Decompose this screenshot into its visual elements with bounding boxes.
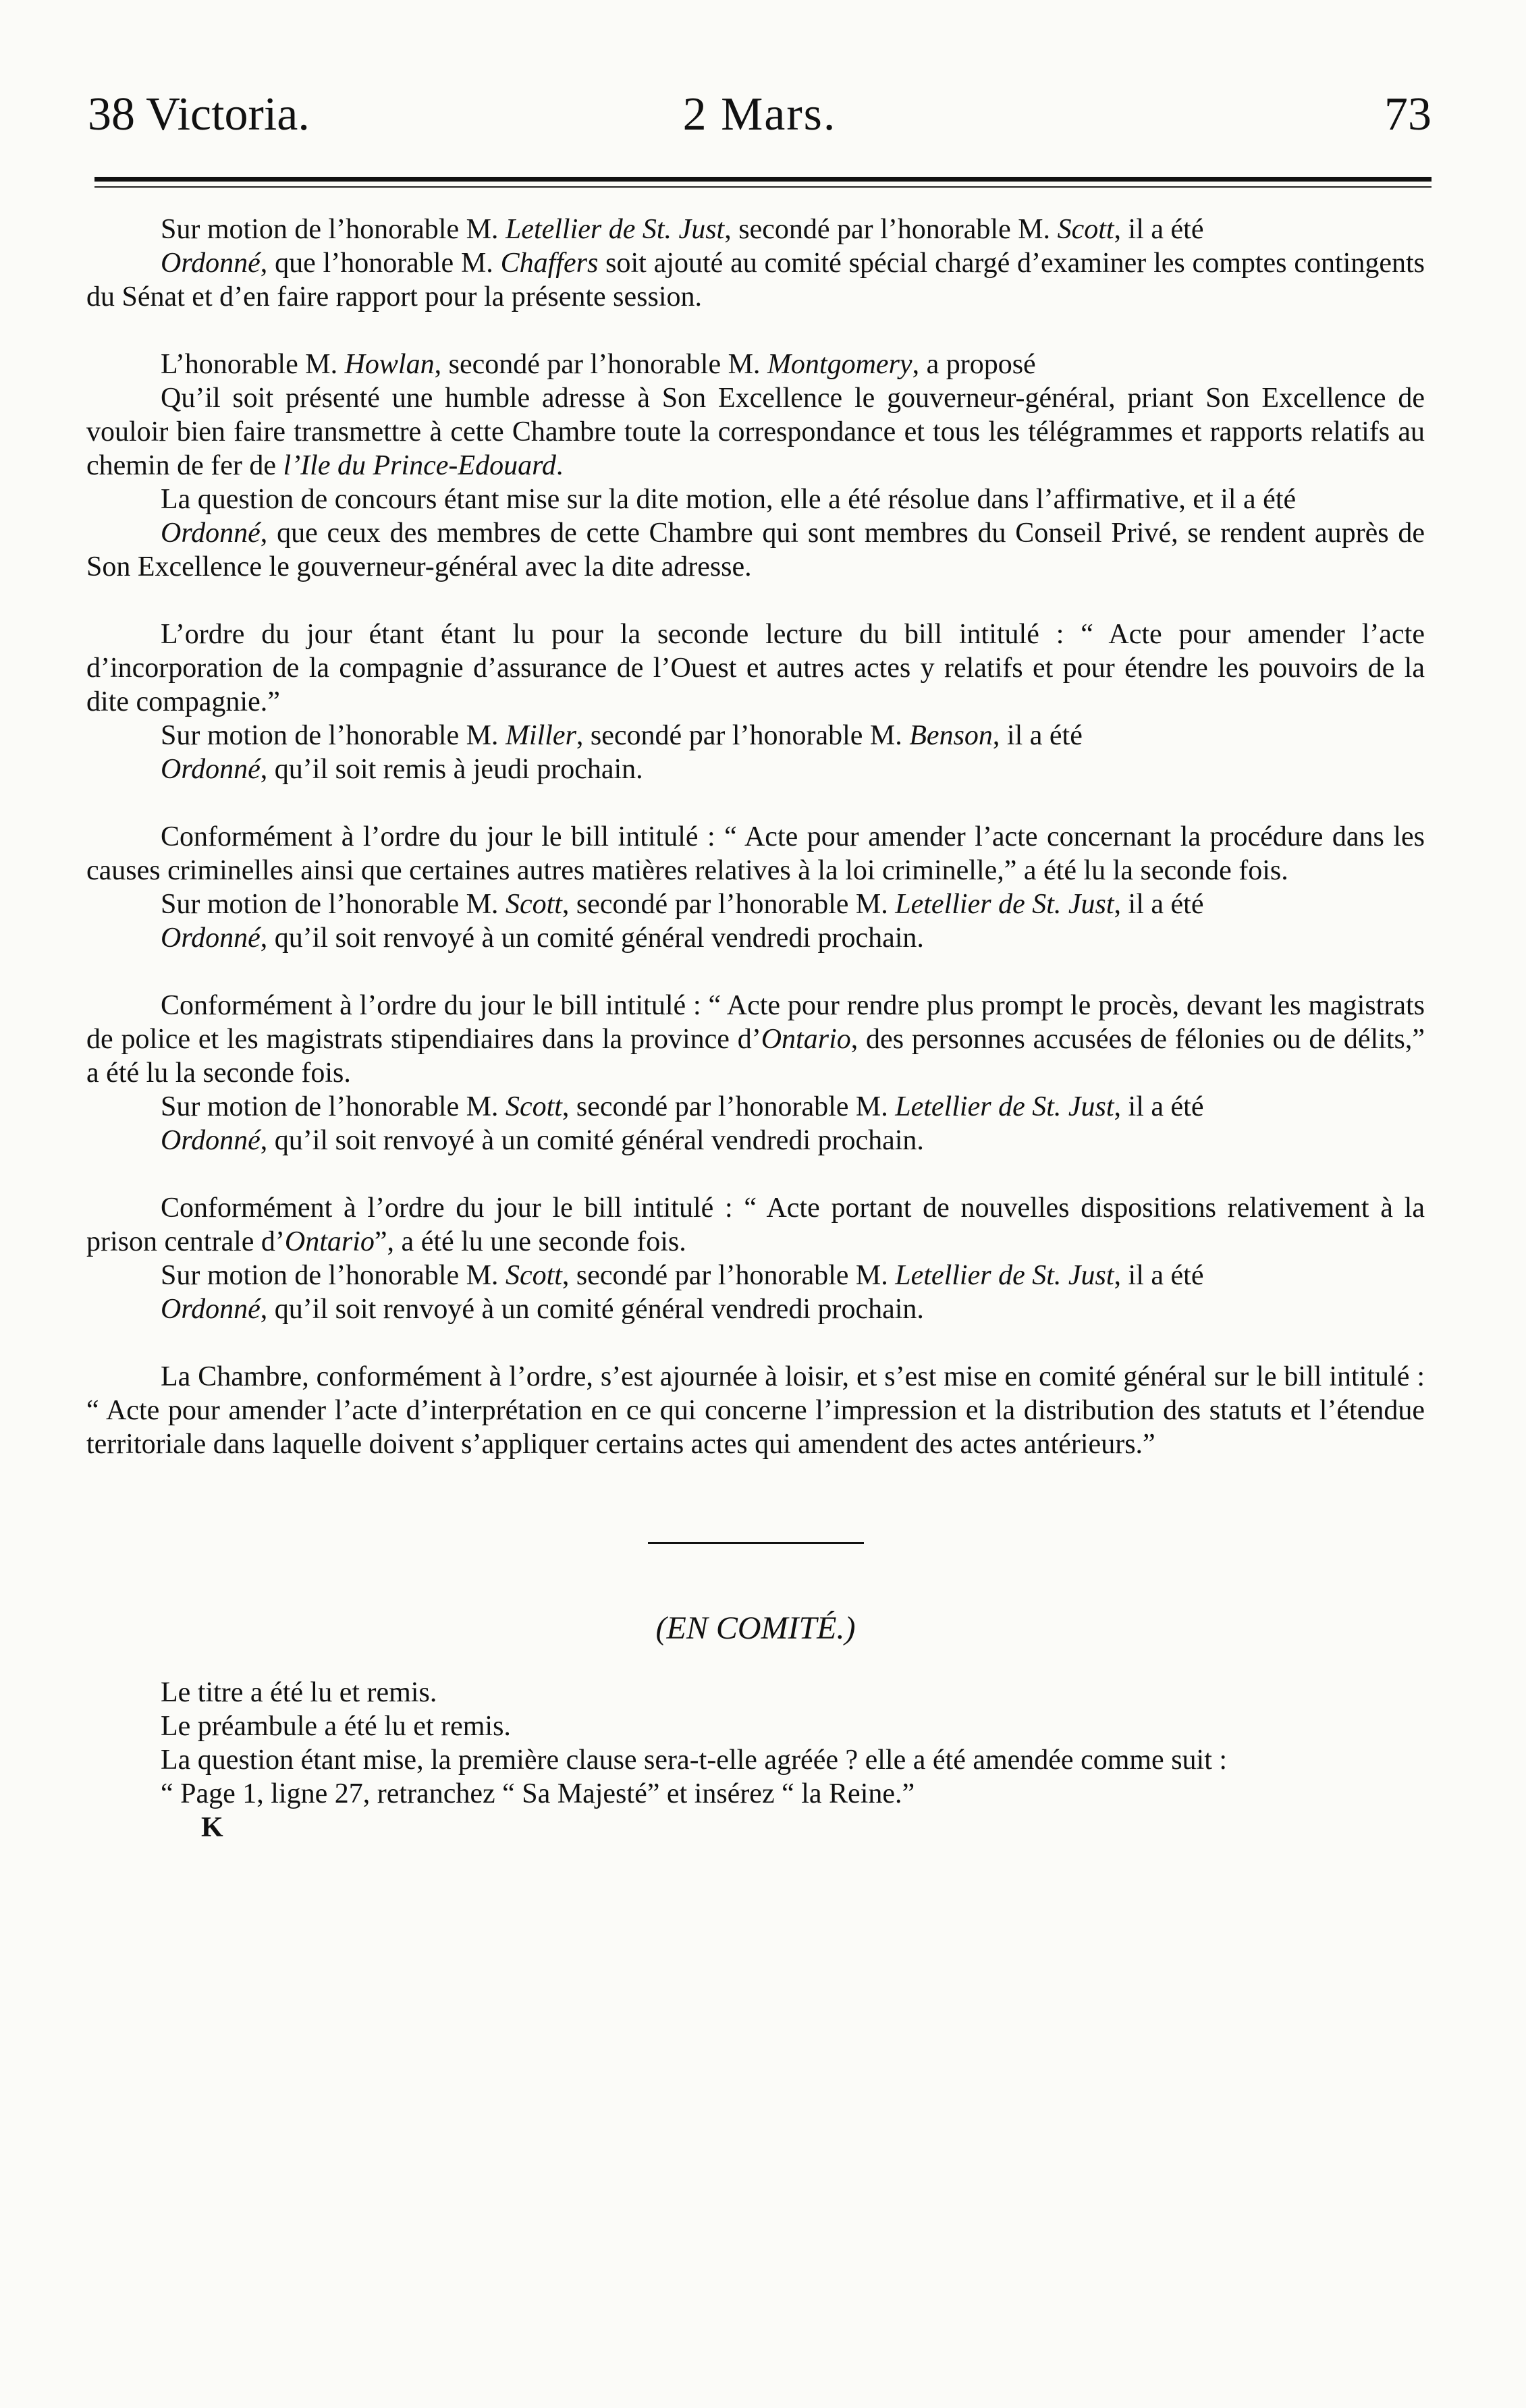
page-number: 73 [1384, 88, 1432, 140]
ordonne-italic: Ordonné [161, 754, 261, 785]
text: , qu’il soit renvoyé à un comité général vendredi prochain. [260, 923, 924, 954]
name-italic: Letellier de St. Just [505, 214, 725, 245]
text: L’honorable M. [161, 349, 345, 380]
name-italic: Howlan [344, 349, 435, 380]
text: Conformément à l’ordre du jour le bill intitulé : “ Acte pour rendre plus prompt le procès, devant les magistrats de police et les magistrats stipendiaires dans la province d’ [86, 990, 1425, 1055]
address-paragraph [86, 381, 1425, 483]
order-paragraph [86, 1292, 1425, 1326]
text: , qu’il soit renvoyé à un comité général vendredi prochain. [260, 1294, 924, 1325]
text: , des personnes accusées de félonies ou de délits,” a été lu la seconde fois. [86, 1024, 1425, 1089]
text: Sur motion de l’honorable M. [161, 214, 506, 245]
text: , secondé par l’honorable M. [576, 720, 910, 751]
bill-paragraph [86, 1191, 1425, 1259]
order-paragraph [86, 752, 1425, 786]
paragraph-gap [86, 955, 1425, 989]
text: Conformément à l’ordre du jour le bill intitulé : “ Acte portant de nouvelles dispositions relativement à la prison centrale d’ [86, 1193, 1425, 1257]
committee-line: Le préambule a été lu et remis. [161, 1711, 511, 1742]
text: , il a été [1114, 214, 1204, 245]
text: Sur motion de l’honorable M. [161, 1260, 506, 1291]
page-header [88, 74, 1432, 155]
question-paragraph: La question de concours étant mise sur la dite motion, elle a été résolue dans l’affirmative, et il a été [161, 484, 1297, 515]
document-body [86, 213, 1425, 1844]
text: , il a été [992, 720, 1083, 751]
amendment-line: “ Page 1, ligne 27, retranchez “ Sa Majesté” et insérez “ la Reine.” [161, 1778, 915, 1809]
committee-paragraph: La Chambre, conformément à l’ordre, s’est ajournée à loisir, et s’est mise en comité général sur le bill intitulé : “ Acte pour amender l’acte d’interprétation en ce qui concerne l’impression et la distribution des statuts et l’étendue territoriale dans laquelle doivent s’appliquer certains actes qui amendent des actes antérieurs.” [86, 1361, 1425, 1460]
name-italic: Chaffers [500, 248, 599, 279]
paragraph-gap [86, 786, 1425, 820]
committee-line: La question étant mise, la première clause sera-t-elle agréée ? elle a été amendée comme suit : [161, 1745, 1228, 1776]
motion-paragraph [86, 1259, 1425, 1292]
motion-paragraph [86, 1090, 1425, 1124]
bill-paragraph [86, 989, 1425, 1090]
motion-paragraph [86, 887, 1425, 921]
text: , qu’il soit remis à jeudi prochain. [260, 754, 643, 785]
text: , a proposé [912, 349, 1036, 380]
ordonne-italic: Ordonné [161, 1294, 261, 1325]
paragraph-gap [86, 1157, 1425, 1191]
committee-line: Le titre a été lu et remis. [161, 1677, 437, 1708]
text: , qu’il soit renvoyé à un comité général vendredi prochain. [260, 1125, 924, 1156]
section-gap [86, 1645, 1425, 1676]
motion-paragraph [86, 719, 1425, 752]
ordonne-italic: Ordonné [161, 1125, 261, 1156]
header-rule-thin [94, 186, 1432, 188]
text: , secondé par l’honorable M. [724, 214, 1058, 245]
text: , secondé par l’honorable M. [562, 889, 896, 920]
ordonne-italic: Ordonné [161, 518, 261, 549]
place-italic: Ontario [284, 1226, 375, 1257]
ordonne-italic: Ordonné [161, 923, 261, 954]
order-paragraph [86, 516, 1425, 584]
text: soit ajouté au comité spécial chargé d’examiner les comptes contingents du Sénat et d’en faire rapport pour la présente session. [86, 248, 1425, 312]
section-gap [86, 1461, 1425, 1542]
motion-paragraph [86, 213, 1425, 246]
motion-paragraph [86, 348, 1425, 381]
text: , secondé par l’honorable M. [562, 1091, 896, 1122]
order-paragraph [86, 1124, 1425, 1157]
header-session: 38 Victoria. [88, 88, 310, 140]
paragraph-gap [86, 1326, 1425, 1360]
name-italic: Scott [505, 1091, 562, 1122]
bill-paragraph: Conformément à l’ordre du jour le bill intitulé : “ Acte pour amender l’acte concernant la procédure dans les causes criminelles ainsi que certaines autres matières relatives à la loi criminelle,” a été lu la seconde fois. [86, 821, 1425, 886]
text: , il a été [1114, 889, 1204, 920]
name-italic: Scott [505, 889, 562, 920]
name-italic: Scott [1057, 214, 1114, 245]
name-italic: Letellier de St. Just [895, 889, 1114, 920]
text: Qu’il soit présenté une humble adresse à Son Excellence le gouverneur-général, priant Son Excellence de vouloir bien faire transmettre à cette Chambre toute la correspondance et tous les télégrammes et rapports relatifs au chemin de fer de [86, 383, 1425, 481]
text: ”, a été lu une seconde fois. [374, 1226, 686, 1257]
name-italic: Letellier de St. Just [895, 1260, 1114, 1291]
text: , que ceux des membres de cette Chambre qui sont membres du Conseil Privé, se rendent auprès de Son Excellence le gouverneur-général avec la dite adresse. [86, 518, 1425, 582]
header-date: 2 Mars. [682, 88, 837, 140]
name-italic: Montgomery [767, 349, 912, 380]
text: , secondé par l’honorable M. [434, 349, 767, 380]
ordonne-italic: Ordonné [161, 248, 261, 279]
paragraph-gap [86, 584, 1425, 618]
text: Sur motion de l’honorable M. [161, 1091, 506, 1122]
order-paragraph [86, 921, 1425, 955]
paragraph-gap [86, 314, 1425, 348]
order-paragraph [86, 246, 1425, 314]
name-italic: Letellier de St. Just [895, 1091, 1114, 1122]
text: . [555, 450, 564, 481]
name-italic: Miller [505, 720, 576, 751]
signature-mark: K [201, 1812, 223, 1843]
text: , secondé par l’honorable M. [562, 1260, 896, 1291]
text: , il a été [1114, 1091, 1204, 1122]
place-italic: Ontario [761, 1024, 851, 1055]
text: , il a été [1114, 1260, 1204, 1291]
section-gap [86, 1544, 1425, 1612]
name-italic: Benson [909, 720, 993, 751]
place-italic: l’Ile du Prince-Edouard [283, 450, 556, 481]
text: Sur motion de l’honorable M. [161, 720, 506, 751]
name-italic: Scott [505, 1260, 562, 1291]
bill-paragraph: L’ordre du jour étant étant lu pour la seconde lecture du bill intitulé : “ Acte pour amender l’acte d’incorporation de la compagnie d’assurance de l’Ouest et autres actes y relatifs et pour étendre les pouvoirs de la dite compagnie.” [86, 619, 1425, 717]
committee-heading: (EN COMITÉ.) [655, 1610, 856, 1646]
text: Sur motion de l’honorable M. [161, 889, 506, 920]
header-rule-thick [94, 177, 1432, 182]
text: , que l’honorable M. [260, 248, 501, 279]
